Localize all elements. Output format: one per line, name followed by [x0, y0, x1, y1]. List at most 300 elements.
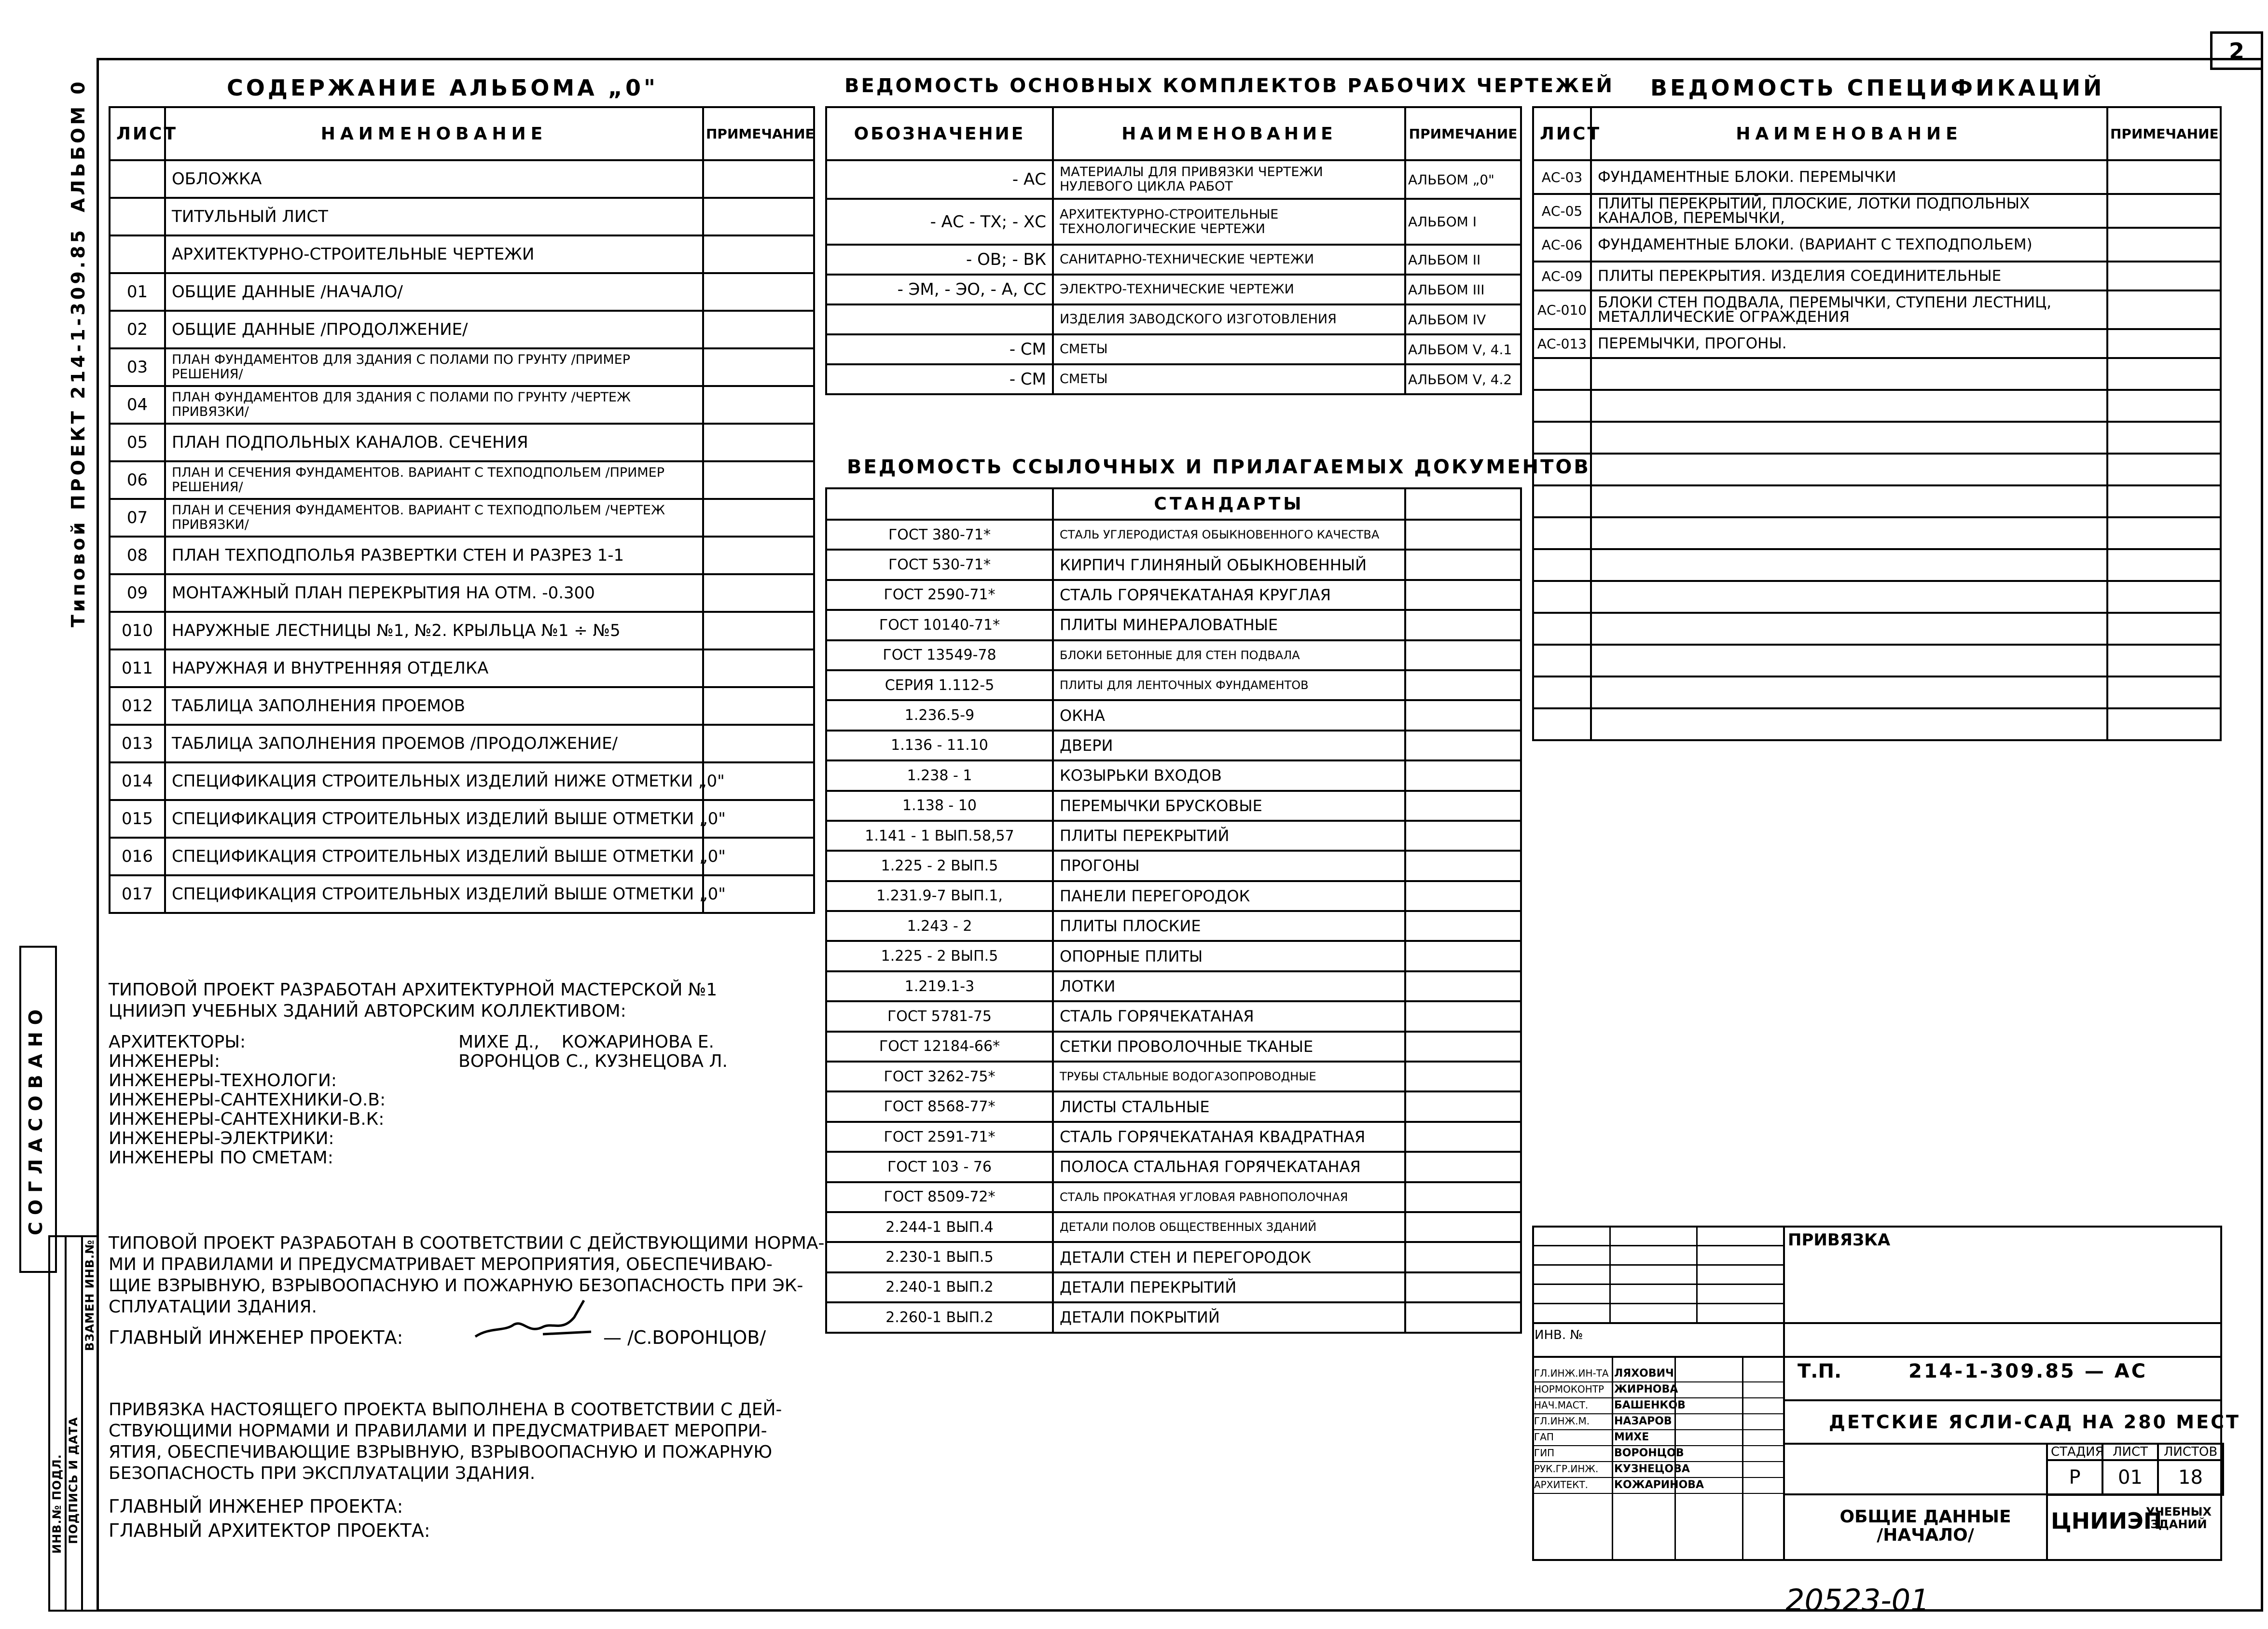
signer-role: НАЧ.МАСТ. [1534, 1399, 1589, 1411]
table-cell: ДЕТАЛИ ПОКРЫТИЙ [1053, 1302, 1405, 1332]
table-cell: СТАЛЬ ПРОКАТНАЯ УГЛОВАЯ РАВНОПОЛОЧНАЯ [1053, 1182, 1405, 1212]
table-cell: ОКНА [1053, 700, 1405, 730]
stage-header: ЛИСТОВ [2158, 1444, 2223, 1460]
table-cell [703, 273, 814, 311]
table-cell [1533, 613, 1591, 645]
table-cell [2107, 390, 2221, 422]
table-cell [1533, 676, 1591, 708]
table-row [1533, 160, 2221, 194]
table-cell: ПЛАН ФУНДАМЕНТОВ ДЛЯ ЗДАНИЯ С ПОЛАМИ ПО ГРУНТУ /ПРИМЕР РЕШЕНИЯ/ [165, 348, 703, 386]
table-cell [1533, 645, 1591, 676]
authors-intro: ТИПОВОЙ ПРОЕКТ РАЗРАБОТАН АРХИТЕКТУРНОЙ МАСТЕРСКОЙ №1 ЦНИИЭП УЧЕБНЫХ ЗДАНИЙ АВТОРСКИМ КОЛЛЕКТИВОМ: [109, 980, 718, 1021]
signer-role: ГИП [1534, 1447, 1555, 1459]
table-cell: 1.141 - 1 ВЫП.58,57 [826, 821, 1053, 851]
table-cell [1533, 485, 1591, 517]
table-cell [1405, 1032, 1521, 1062]
empty-row [1533, 358, 2221, 390]
table-cell: СЕРИЯ 1.112-5 [826, 670, 1053, 700]
table-cell: - СМ [826, 364, 1053, 394]
table-cell [1405, 670, 1521, 700]
empty-row [1533, 485, 2221, 517]
table-cell [1405, 1091, 1521, 1121]
table-cell: 011 [110, 649, 165, 687]
table-cell [703, 386, 814, 424]
table-cell: ТРУБЫ СТАЛЬНЫЕ ВОДОГАЗОПРОВОДНЫЕ [1053, 1062, 1405, 1091]
signer-row [1532, 1429, 1783, 1446]
table-cell: ГОСТ 8568-77* [826, 1091, 1053, 1121]
table-row [826, 550, 1521, 580]
table-cell: 016 [110, 838, 165, 875]
table-cell [1405, 520, 1521, 550]
table-cell: АЛЬБОМ „0" [1405, 160, 1521, 199]
table-cell: ПЛАН И СЕЧЕНИЯ ФУНДАМЕНТОВ. ВАРИАНТ С ТЕХПОДПОЛЬЕМ /ЧЕРТЕЖ ПРИВЯЗКИ/ [165, 499, 703, 537]
empty-row [1533, 454, 2221, 485]
strip-col-sign: ПОДПИСЬ И ДАТА [67, 1417, 80, 1544]
table-cell [2107, 549, 2221, 581]
chief-engineer-signature [470, 1298, 596, 1351]
table-cell: 2.230-1 ВЫП.5 [826, 1242, 1053, 1272]
table-cell: ФУНДАМЕНТНЫЕ БЛОКИ. ПЕРЕМЫЧКИ [1591, 160, 2107, 194]
table-cell [1405, 821, 1521, 851]
table-cell [703, 499, 814, 537]
table-cell: БЛОКИ БЕТОННЫЕ ДЛЯ СТЕН ПОДВАЛА [1053, 640, 1405, 670]
signer-name: КОЖАРИНОВА [1614, 1479, 1704, 1491]
table-cell [703, 311, 814, 348]
sets-table [825, 106, 1522, 395]
signer-name: БАШЕНКОВ [1614, 1399, 1686, 1411]
table-cell: САНИТАРНО-ТЕХНИЧЕСКИЕ ЧЕРТЕЖИ [1053, 245, 1405, 275]
table-cell: ПОЛОСА СТАЛЬНАЯ ГОРЯЧЕКАТАНАЯ [1053, 1152, 1405, 1182]
table-cell: АРХИТЕКТУРНО-СТРОИТЕЛЬНЫЕ ТЕХНОЛОГИЧЕСКИЕ ЧЕРТЕЖИ [1053, 199, 1405, 245]
col-header: ПРИМЕЧАНИЕ [1405, 107, 1521, 160]
stage-table [2046, 1443, 2224, 1496]
sheets-value: 18 [2158, 1460, 2223, 1495]
table-row [826, 881, 1521, 911]
table-cell [703, 160, 814, 198]
table-row [826, 640, 1521, 670]
signer-row [1532, 1366, 1783, 1382]
table-cell [2107, 262, 2221, 290]
signer-name: ЛЯХОВИЧ [1614, 1367, 1674, 1380]
table-row [110, 160, 814, 198]
table-cell [1405, 941, 1521, 971]
table-cell: МАТЕРИАЛЫ ДЛЯ ПРИВЯЗКИ ЧЕРТЕЖИ НУЛЕВОГО ЦИКЛА РАБОТ [1053, 160, 1405, 199]
table-cell: 1.238 - 1 [826, 760, 1053, 790]
table-cell [1405, 1302, 1521, 1332]
table-cell [2107, 194, 2221, 228]
table-cell: - АС - ТХ; - ХС [826, 199, 1053, 245]
table-row [826, 610, 1521, 640]
docs-table [825, 487, 1522, 1334]
table-cell: 07 [110, 499, 165, 537]
table-cell [1405, 1062, 1521, 1091]
signer-row [1532, 1461, 1783, 1478]
table-cell: АС-05 [1533, 194, 1591, 228]
table-cell: ДЕТАЛИ ПОЛОВ ОБЩЕСТВЕННЫХ ЗДАНИЙ [1053, 1212, 1405, 1242]
table-cell: 1.136 - 11.10 [826, 731, 1053, 760]
table-cell [2107, 676, 2221, 708]
table-row [110, 800, 814, 838]
table-row [110, 273, 814, 311]
table-cell [1405, 1272, 1521, 1302]
signer-role: АРХИТЕКТ. [1534, 1479, 1589, 1491]
table-cell: ПЛИТЫ ПЛОСКИЕ [1053, 911, 1405, 941]
table-cell: 1.225 - 2 ВЫП.5 [826, 941, 1053, 971]
table-cell [1591, 517, 2107, 549]
table-cell [1405, 1182, 1521, 1212]
table-cell: ПЛИТЫ ПЕРЕКРЫТИЙ, ПЛОСКИЕ, ЛОТКИ ПОДПОЛЬНЫХ КАНАЛОВ, ПЕРЕМЫЧКИ, [1591, 194, 2107, 228]
table-cell: ГОСТ 8509-72* [826, 1182, 1053, 1212]
table-cell: АС-09 [1533, 262, 1591, 290]
table-cell [1405, 731, 1521, 760]
table-row [110, 311, 814, 348]
table-cell [1405, 1001, 1521, 1031]
sets-title: ВЕДОМОСТЬ ОСНОВНЫХ КОМПЛЕКТОВ РАБОЧИХ ЧЕРТЕЖЕЙ [844, 75, 1614, 97]
table-cell: ПЛАН ПОДПОЛЬНЫХ КАНАЛОВ. СЕЧЕНИЯ [165, 424, 703, 461]
table-cell: 013 [110, 725, 165, 762]
table-cell [1591, 390, 2107, 422]
table-cell: КИРПИЧ ГЛИНЯНЫЙ ОБЫКНОВЕННЫЙ [1053, 550, 1405, 580]
table-row [826, 520, 1521, 550]
stage-value: Р [2047, 1460, 2102, 1495]
table-row [1533, 228, 2221, 262]
table-row [826, 670, 1521, 700]
table-cell [2107, 581, 2221, 613]
table-row [110, 461, 814, 499]
table-cell [1591, 454, 2107, 485]
table-row [826, 275, 1521, 304]
table-cell: ЛОТКИ [1053, 971, 1405, 1001]
privyazka-label: ПРИВЯЗКА [1788, 1230, 1891, 1250]
table-cell: ИЗДЕЛИЯ ЗАВОДСКОГО ИЗГОТОВЛЕНИЯ [1053, 304, 1405, 334]
table-cell: ГОСТ 10140-71* [826, 610, 1053, 640]
table-cell: 02 [110, 311, 165, 348]
table-cell [703, 424, 814, 461]
table-cell: 2.244-1 ВЫП.4 [826, 1212, 1053, 1242]
soglasovano-label: СОГЛАСОВАНО [25, 1002, 46, 1235]
table-cell [1405, 881, 1521, 911]
table-row [110, 499, 814, 537]
table-cell: 09 [110, 574, 165, 612]
binding-compliance-text: ПРИВЯЗКА НАСТОЯЩЕГО ПРОЕКТА ВЫПОЛНЕНА В СООТВЕТСТВИИ С ДЕЙ- СТВУЮЩИМИ НОРМАМИ И ПРАВИЛАМИ И ПРЕДУСМАТРИВАЕТ МЕРОПРИ- ЯТИЯ, ОБЕСПЕЧИВАЮЩИЕ ВЗРЫВНУЮ, ВЗРЫВООПАСНУЮ И ПОЖАРНУЮ БЕЗОПАСНОСТЬ ПРИ ЭКСПЛУАТАЦИИ ЗДАНИЯ. [109, 1400, 782, 1483]
table-cell [1405, 851, 1521, 881]
table-cell: СПЕЦИФИКАЦИЯ СТРОИТЕЛЬНЫХ ИЗДЕЛИЙ ВЫШЕ ОТМЕТКИ „0" [165, 800, 703, 838]
table-cell [703, 687, 814, 725]
table-cell: БЛОКИ СТЕН ПОДВАЛА, ПЕРЕМЫЧКИ, СТУПЕНИ ЛЕСТНИЦ, МЕТАЛЛИЧЕСКИЕ ОГРАЖДЕНИЯ [1591, 290, 2107, 329]
table-row [110, 875, 814, 913]
table-row [826, 334, 1521, 364]
inv-label: ИНВ. № [1535, 1328, 1583, 1342]
table-cell: 03 [110, 348, 165, 386]
table-row [110, 649, 814, 687]
table-cell: ГОСТ 12184-66* [826, 1032, 1053, 1062]
table-cell: ГОСТ 2590-71* [826, 580, 1053, 610]
table-row [1533, 262, 2221, 290]
project-code: 214-1-309.85 — АС [1908, 1360, 2148, 1382]
table-cell [2107, 645, 2221, 676]
table-cell [1405, 580, 1521, 610]
empty-row [1533, 613, 2221, 645]
table-cell: МОНТАЖНЫЙ ПЛАН ПЕРЕКРЫТИЯ НА ОТМ. -0.300 [165, 574, 703, 612]
table-cell: - АС [826, 160, 1053, 199]
table-cell [1533, 549, 1591, 581]
table-cell: СМЕТЫ [1053, 334, 1405, 364]
table-cell: 06 [110, 461, 165, 499]
table-cell: 1.219.1-3 [826, 971, 1053, 1001]
table-cell: 1.236.5-9 [826, 700, 1053, 730]
docs-title: ВЕДОМОСТЬ ССЫЛОЧНЫХ И ПРИЛАГАЕМЫХ ДОКУМЕНТОВ [847, 456, 1590, 478]
org-name: ЦНИИЭП [2051, 1508, 2162, 1534]
signer-role: ГЛ.ИНЖ.ИН-ТА [1534, 1367, 1609, 1379]
table-row [826, 304, 1521, 334]
table-cell [1405, 1122, 1521, 1152]
table-cell: ПЛАН И СЕЧЕНИЯ ФУНДАМЕНТОВ. ВАРИАНТ С ТЕХПОДПОЛЬЕМ /ПРИМЕР РЕШЕНИЯ/ [165, 461, 703, 499]
table-cell [2107, 290, 2221, 329]
table-cell [1405, 971, 1521, 1001]
table-cell [2107, 160, 2221, 194]
table-cell [1533, 517, 1591, 549]
table-row [110, 386, 814, 424]
album-label: АЛЬБОМ 0 [68, 79, 89, 212]
table-row [110, 198, 814, 235]
table-cell: СМЕТЫ [1053, 364, 1405, 394]
table-cell: 08 [110, 537, 165, 574]
table-cell [1591, 581, 2107, 613]
table-cell [703, 649, 814, 687]
table-cell: 2.240-1 ВЫП.2 [826, 1272, 1053, 1302]
table-cell: СПЕЦИФИКАЦИЯ СТРОИТЕЛЬНЫХ ИЗДЕЛИЙ НИЖЕ ОТМЕТКИ „0" [165, 762, 703, 800]
table-cell [703, 574, 814, 612]
table-row [826, 1152, 1521, 1182]
signer-role: ГАП [1534, 1431, 1554, 1443]
docs-subheader-empty [1405, 488, 1521, 520]
table-row [826, 1242, 1521, 1272]
org-sub: УЧЕБНЫХ ЗДАНИЙ [2145, 1505, 2212, 1531]
table-cell [2107, 517, 2221, 549]
table-cell: ПРОГОНЫ [1053, 851, 1405, 881]
table-cell [110, 235, 165, 273]
table-cell [1405, 610, 1521, 640]
col-header: ОБОЗНАЧЕНИЕ [826, 107, 1053, 160]
table-cell [2107, 358, 2221, 390]
stamp-line [1612, 1356, 1613, 1561]
signer-row [1532, 1477, 1783, 1494]
table-row [110, 574, 814, 612]
table-row [826, 364, 1521, 394]
table-cell: СТАЛЬ ГОРЯЧЕКАТАНАЯ КВАДРАТНАЯ [1053, 1122, 1405, 1152]
table-cell [703, 348, 814, 386]
table-cell: 1.231.9-7 ВЫП.1, [826, 881, 1053, 911]
table-row [1533, 194, 2221, 228]
table-row [826, 821, 1521, 851]
table-row [110, 235, 814, 273]
table-row [110, 424, 814, 461]
stamp-line [1532, 1356, 2222, 1358]
table-cell: АС-03 [1533, 160, 1591, 194]
table-row [110, 612, 814, 649]
table-cell [1405, 700, 1521, 730]
empty-row [1533, 390, 2221, 422]
table-cell: ГОСТ 380-71* [826, 520, 1053, 550]
table-cell [703, 235, 814, 273]
table-row [110, 838, 814, 875]
chief-architect-label: ГЛАВНЫЙ АРХИТЕКТОР ПРОЕКТА: [109, 1520, 430, 1541]
table-cell: СЕТКИ ПРОВОЛОЧНЫЕ ТКАНЫЕ [1053, 1032, 1405, 1062]
stamp-line [1674, 1356, 1676, 1561]
empty-row [1533, 708, 2221, 740]
table-cell: 05 [110, 424, 165, 461]
table-cell: ТАБЛИЦА ЗАПОЛНЕНИЯ ПРОЕМОВ /ПРОДОЛЖЕНИЕ/ [165, 725, 703, 762]
table-cell: ЛИСТЫ СТАЛЬНЫЕ [1053, 1091, 1405, 1121]
chief-engineer-label: ГЛАВНЫЙ ИНЖЕНЕР ПРОЕКТА: [109, 1327, 403, 1348]
strip-col-inv: ИНВ.№ ПОДЛ. [50, 1454, 64, 1554]
table-cell: - ЭМ, - ЭО, - А, СС [826, 275, 1053, 304]
table-row [826, 971, 1521, 1001]
table-cell [703, 198, 814, 235]
table-row [110, 348, 814, 386]
table-cell: ГОСТ 3262-75* [826, 1062, 1053, 1091]
stamp-line [1742, 1356, 1743, 1561]
table-cell [1405, 760, 1521, 790]
table-cell: ФУНДАМЕНТНЫЕ БЛОКИ. (ВАРИАНТ С ТЕХПОДПОЛЬЕМ) [1591, 228, 2107, 262]
table-cell: НАРУЖНАЯ И ВНУТРЕННЯЯ ОТДЕЛКА [165, 649, 703, 687]
table-row [826, 911, 1521, 941]
table-cell [826, 304, 1053, 334]
table-row [110, 762, 814, 800]
signer-name: МИХЕ [1614, 1431, 1649, 1443]
authors-roles: АРХИТЕКТОРЫ: ИНЖЕНЕРЫ: ИНЖЕНЕРЫ-ТЕХНОЛОГИ: ИНЖЕНЕРЫ-САНТЕХНИКИ-О.В: ИНЖЕНЕРЫ-САНТЕХНИКИ-В.К: ИНЖЕНЕРЫ-ЭЛЕКТРИКИ: ИНЖЕНЕРЫ ПО СМЕТАМ: [109, 1032, 386, 1168]
table-cell: 1.225 - 2 ВЫП.5 [826, 851, 1053, 881]
table-cell: ПЛАН ФУНДАМЕНТОВ ДЛЯ ЗДАНИЯ С ПОЛАМИ ПО ГРУНТУ /ЧЕРТЕЖ ПРИВЯЗКИ/ [165, 386, 703, 424]
table-row [110, 687, 814, 725]
project-label: Типовой ПРОЕКТ 214-1-309.85 [68, 227, 89, 627]
empty-row [1533, 645, 2221, 676]
table-row [1533, 290, 2221, 329]
table-cell: 01 [110, 273, 165, 311]
table-cell [2107, 228, 2221, 262]
table-cell: ДВЕРИ [1053, 731, 1405, 760]
stamp-line [1783, 1399, 2222, 1401]
table-cell: АЛЬБОМ V, 4.2 [1405, 364, 1521, 394]
table-cell: ДЕТАЛИ ПЕРЕКРЫТИЙ [1053, 1272, 1405, 1302]
table-row [826, 580, 1521, 610]
table-cell: ГОСТ 2591-71* [826, 1122, 1053, 1152]
signer-name: ЖИРНОВА [1614, 1383, 1678, 1395]
table-cell: ГОСТ 530-71* [826, 550, 1053, 580]
col-header: НАИМЕНОВАНИЕ [1053, 107, 1405, 160]
signer-role: НОРМОКОНТР [1534, 1383, 1604, 1395]
table-cell: ГОСТ 13549-78 [826, 640, 1053, 670]
chief-engineer2-label: ГЛАВНЫЙ ИНЖЕНЕР ПРОЕКТА: [109, 1496, 403, 1517]
table-cell: ТИТУЛЬНЫЙ ЛИСТ [165, 198, 703, 235]
table-cell [1405, 1212, 1521, 1242]
table-cell: ГОСТ 103 - 76 [826, 1152, 1053, 1182]
table-cell: ДЕТАЛИ СТЕН И ПЕРЕГОРОДОК [1053, 1242, 1405, 1272]
authors-names: МИХЕ Д., КОЖАРИНОВА Е. ВОРОНЦОВ С., КУЗНЕЦОВА Л. [458, 1032, 728, 1071]
table-cell: ПАНЕЛИ ПЕРЕГОРОДОК [1053, 881, 1405, 911]
table-row [826, 1062, 1521, 1091]
col-header: НАИМЕНОВАНИЕ [165, 107, 703, 160]
chief-engineer-name: — /С.ВОРОНЦОВ/ [603, 1327, 766, 1348]
table-row [826, 1302, 1521, 1332]
table-cell [1533, 422, 1591, 454]
table-cell: ПЛАН ТЕХПОДПОЛЬЯ РАЗВЕРТКИ СТЕН И РАЗРЕЗ 1-1 [165, 537, 703, 574]
table-cell: 010 [110, 612, 165, 649]
table-cell: 014 [110, 762, 165, 800]
stage-header: СТАДИЯ [2047, 1444, 2102, 1460]
table-row [826, 1212, 1521, 1242]
table-cell: 1.138 - 10 [826, 791, 1053, 821]
stamp-line [2046, 1443, 2048, 1561]
table-cell [703, 537, 814, 574]
table-row [110, 537, 814, 574]
table-cell: ОБЩИЕ ДАННЫЕ /ПРОДОЛЖЕНИЕ/ [165, 311, 703, 348]
table-cell: ОБЩИЕ ДАННЫЕ /НАЧАЛО/ [165, 273, 703, 311]
table-cell: ПЛИТЫ ПЕРЕКРЫТИЙ [1053, 821, 1405, 851]
strip-col-zamen: ВЗАМЕН ИНВ.№ [83, 1239, 97, 1351]
table-cell [2107, 708, 2221, 740]
table-cell [1591, 613, 2107, 645]
docs-subheader: СТАНДАРТЫ [1053, 488, 1405, 520]
table-cell: 015 [110, 800, 165, 838]
table-cell [2107, 485, 2221, 517]
table-cell [1405, 911, 1521, 941]
table-cell [1533, 708, 1591, 740]
table-cell [2107, 454, 2221, 485]
col-header: ЛИСТ [1533, 107, 1591, 160]
contents-table [109, 106, 815, 914]
table-row [826, 700, 1521, 730]
table-cell [1591, 708, 2107, 740]
table-cell: АРХИТЕКТУРНО-СТРОИТЕЛЬНЫЕ ЧЕРТЕЖИ [165, 235, 703, 273]
table-row [826, 851, 1521, 881]
sheet-value: 01 [2102, 1460, 2158, 1495]
table-cell [110, 198, 165, 235]
table-row [826, 245, 1521, 275]
docs-subheader-empty [826, 488, 1053, 520]
table-cell [1405, 550, 1521, 580]
table-cell: СТАЛЬ УГЛЕРОДИСТАЯ ОБЫКНОВЕННОГО КАЧЕСТВА [1053, 520, 1405, 550]
object-name: ДЕТСКИЕ ЯСЛИ-САД НА 280 МЕСТ [1829, 1411, 2240, 1433]
table-cell: ОПОРНЫЕ ПЛИТЫ [1053, 941, 1405, 971]
table-row [110, 725, 814, 762]
empty-row [1533, 517, 2221, 549]
table-row [826, 160, 1521, 199]
empty-row [1533, 549, 2221, 581]
table-cell [1533, 454, 1591, 485]
table-cell: - ОВ; - ВК [826, 245, 1053, 275]
table-cell: АЛЬБОМ II [1405, 245, 1521, 275]
tp-label: Т.П. [1798, 1360, 1842, 1382]
table-cell: ПЛИТЫ ПЕРЕКРЫТИЯ. ИЗДЕЛИЯ СОЕДИНИТЕЛЬНЫЕ [1591, 262, 2107, 290]
table-cell: СТАЛЬ ГОРЯЧЕКАТАНАЯ [1053, 1001, 1405, 1031]
table-row [826, 760, 1521, 790]
table-cell: ОБЛОЖКА [165, 160, 703, 198]
table-cell [1405, 791, 1521, 821]
table-row [826, 941, 1521, 971]
archive-number: 20523-01 [1785, 1583, 1930, 1618]
table-cell [1591, 676, 2107, 708]
privyazka-grid [1532, 1226, 1783, 1322]
table-cell: АЛЬБОМ III [1405, 275, 1521, 304]
table-row [826, 1272, 1521, 1302]
table-cell: АС-010 [1533, 290, 1591, 329]
table-cell: 017 [110, 875, 165, 913]
table-row [826, 1001, 1521, 1031]
table-cell: ТАБЛИЦА ЗАПОЛНЕНИЯ ПРОЕМОВ [165, 687, 703, 725]
table-cell [1591, 422, 2107, 454]
table-row [826, 199, 1521, 245]
